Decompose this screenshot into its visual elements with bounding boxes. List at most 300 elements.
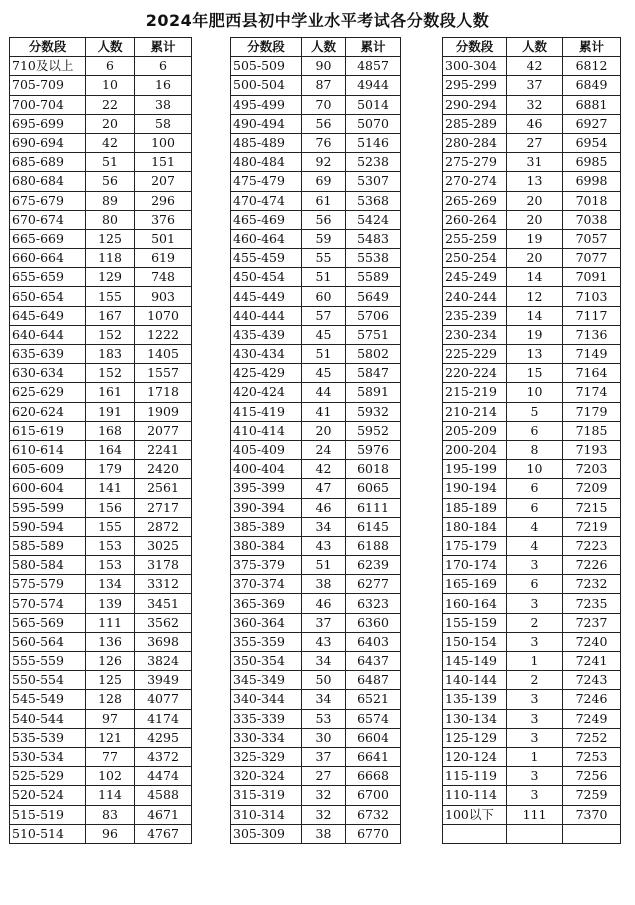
score-range-cell: 175-179 bbox=[443, 536, 507, 555]
cumulative-cell: 207 bbox=[135, 172, 192, 191]
cumulative-cell: 6403 bbox=[346, 632, 401, 651]
count-cell: 77 bbox=[86, 747, 135, 766]
table-row bbox=[10, 613, 192, 632]
table-row bbox=[10, 498, 192, 517]
table-row bbox=[443, 153, 621, 172]
score-range-cell: 115-119 bbox=[443, 767, 507, 786]
score-range-cell: 475-479 bbox=[231, 172, 302, 191]
cumulative-cell: 3312 bbox=[135, 575, 192, 594]
table-row bbox=[443, 172, 621, 191]
cumulative-cell: 7226 bbox=[563, 556, 621, 575]
cumulative-cell: 3451 bbox=[135, 594, 192, 613]
score-range-cell bbox=[443, 824, 507, 843]
score-range-cell: 640-644 bbox=[10, 325, 86, 344]
table-row bbox=[231, 229, 401, 248]
score-range-cell: 520-524 bbox=[10, 786, 86, 805]
count-cell: 34 bbox=[302, 690, 346, 709]
count-cell: 121 bbox=[86, 728, 135, 747]
cumulative-cell: 7149 bbox=[563, 345, 621, 364]
score-range-cell: 280-284 bbox=[443, 133, 507, 152]
cumulative-cell: 6881 bbox=[563, 95, 621, 114]
count-cell bbox=[507, 824, 563, 843]
count-cell: 44 bbox=[302, 383, 346, 402]
count-cell: 83 bbox=[86, 805, 135, 824]
count-cell: 60 bbox=[302, 287, 346, 306]
table-row bbox=[443, 268, 621, 287]
table-row bbox=[231, 191, 401, 210]
table-row bbox=[443, 575, 621, 594]
score-range-cell: 235-239 bbox=[443, 306, 507, 325]
table-row bbox=[443, 287, 621, 306]
cumulative-cell: 6277 bbox=[346, 575, 401, 594]
count-cell: 161 bbox=[86, 383, 135, 402]
cumulative-cell: 6521 bbox=[346, 690, 401, 709]
count-cell: 42 bbox=[86, 133, 135, 152]
count-cell: 37 bbox=[302, 613, 346, 632]
cumulative-cell: 6732 bbox=[346, 805, 401, 824]
score-range-cell: 605-609 bbox=[10, 460, 86, 479]
count-cell: 42 bbox=[507, 57, 563, 76]
cumulative-cell: 4671 bbox=[135, 805, 192, 824]
count-cell: 59 bbox=[302, 229, 346, 248]
cumulative-cell: 7164 bbox=[563, 364, 621, 383]
score-range-cell: 710及以上 bbox=[10, 57, 86, 76]
table-row bbox=[443, 805, 621, 824]
count-cell: 125 bbox=[86, 229, 135, 248]
count-cell: 76 bbox=[302, 133, 346, 152]
count-cell: 5 bbox=[507, 402, 563, 421]
table-row bbox=[443, 133, 621, 152]
table-row bbox=[443, 345, 621, 364]
cumulative-cell: 3025 bbox=[135, 536, 192, 555]
score-range-cell: 240-244 bbox=[443, 287, 507, 306]
cumulative-cell: 7241 bbox=[563, 652, 621, 671]
table-row bbox=[231, 268, 401, 287]
count-cell: 27 bbox=[507, 133, 563, 152]
count-cell: 153 bbox=[86, 556, 135, 575]
score-range-cell: 140-144 bbox=[443, 671, 507, 690]
cumulative-cell: 7077 bbox=[563, 249, 621, 268]
cumulative-cell: 38 bbox=[135, 95, 192, 114]
table-row bbox=[443, 690, 621, 709]
score-range-cell: 485-489 bbox=[231, 133, 302, 152]
count-cell: 164 bbox=[86, 440, 135, 459]
cumulative-cell: 6111 bbox=[346, 498, 401, 517]
count-cell: 2 bbox=[507, 613, 563, 632]
score-range-cell: 120-124 bbox=[443, 747, 507, 766]
table-row bbox=[10, 786, 192, 805]
score-range-cell: 500-504 bbox=[231, 76, 302, 95]
score-range-cell: 555-559 bbox=[10, 652, 86, 671]
score-range-cell: 320-324 bbox=[231, 767, 302, 786]
cumulative-cell: 7240 bbox=[563, 632, 621, 651]
count-cell: 90 bbox=[302, 57, 346, 76]
score-range-cell: 390-394 bbox=[231, 498, 302, 517]
table-row bbox=[10, 383, 192, 402]
table-row bbox=[231, 556, 401, 575]
table-row bbox=[10, 287, 192, 306]
count-cell: 2 bbox=[507, 671, 563, 690]
table-row bbox=[443, 76, 621, 95]
cumulative-cell: 7203 bbox=[563, 460, 621, 479]
score-range-cell: 600-604 bbox=[10, 479, 86, 498]
cumulative-cell: 7193 bbox=[563, 440, 621, 459]
count-cell: 61 bbox=[302, 191, 346, 210]
table-row bbox=[10, 824, 192, 843]
table-row bbox=[10, 402, 192, 421]
cumulative-cell: 7209 bbox=[563, 479, 621, 498]
score-range-cell: 155-159 bbox=[443, 613, 507, 632]
table-row bbox=[231, 172, 401, 191]
score-range-cell: 110-114 bbox=[443, 786, 507, 805]
cumulative-cell: 7103 bbox=[563, 287, 621, 306]
cumulative-cell: 58 bbox=[135, 114, 192, 133]
count-cell: 46 bbox=[302, 498, 346, 517]
score-range-cell: 215-219 bbox=[443, 383, 507, 402]
cumulative-cell: 6700 bbox=[346, 786, 401, 805]
count-cell: 15 bbox=[507, 364, 563, 383]
table-row bbox=[231, 671, 401, 690]
cumulative-cell: 6360 bbox=[346, 613, 401, 632]
score-range-cell: 285-289 bbox=[443, 114, 507, 133]
table-row bbox=[231, 709, 401, 728]
score-range-cell: 660-664 bbox=[10, 249, 86, 268]
cumulative-cell: 7219 bbox=[563, 517, 621, 536]
score-range-cell: 145-149 bbox=[443, 652, 507, 671]
cumulative-cell: 5146 bbox=[346, 133, 401, 152]
table-row bbox=[231, 767, 401, 786]
count-cell: 3 bbox=[507, 728, 563, 747]
table-row bbox=[443, 402, 621, 421]
table-row bbox=[231, 479, 401, 498]
cumulative-cell: 5649 bbox=[346, 287, 401, 306]
score-range-cell: 230-234 bbox=[443, 325, 507, 344]
cumulative-cell: 2077 bbox=[135, 421, 192, 440]
count-cell: 34 bbox=[302, 517, 346, 536]
table-row bbox=[443, 114, 621, 133]
table-row bbox=[10, 191, 192, 210]
count-cell: 51 bbox=[302, 556, 346, 575]
cumulative-cell: 619 bbox=[135, 249, 192, 268]
cumulative-cell: 3824 bbox=[135, 652, 192, 671]
header-count: 人数 bbox=[86, 38, 135, 57]
cumulative-cell: 6668 bbox=[346, 767, 401, 786]
count-cell: 13 bbox=[507, 172, 563, 191]
count-cell: 118 bbox=[86, 249, 135, 268]
table-row bbox=[231, 460, 401, 479]
table-row bbox=[231, 536, 401, 555]
table-row bbox=[443, 517, 621, 536]
count-cell: 32 bbox=[507, 95, 563, 114]
cumulative-cell: 7370 bbox=[563, 805, 621, 824]
score-range-cell: 650-654 bbox=[10, 287, 86, 306]
cumulative-cell: 7237 bbox=[563, 613, 621, 632]
count-cell: 37 bbox=[507, 76, 563, 95]
cumulative-cell: 7174 bbox=[563, 383, 621, 402]
table-row bbox=[231, 364, 401, 383]
count-cell: 45 bbox=[302, 364, 346, 383]
table-row bbox=[10, 440, 192, 459]
score-range-cell: 310-314 bbox=[231, 805, 302, 824]
header-count: 人数 bbox=[302, 38, 346, 57]
cumulative-cell: 7259 bbox=[563, 786, 621, 805]
count-cell: 12 bbox=[507, 287, 563, 306]
count-cell: 3 bbox=[507, 556, 563, 575]
score-range-cell: 490-494 bbox=[231, 114, 302, 133]
cumulative-cell: 5891 bbox=[346, 383, 401, 402]
table-row bbox=[443, 440, 621, 459]
table-row bbox=[10, 728, 192, 747]
table-row bbox=[10, 671, 192, 690]
score-range-cell: 700-704 bbox=[10, 95, 86, 114]
count-cell: 10 bbox=[507, 460, 563, 479]
count-cell: 53 bbox=[302, 709, 346, 728]
count-cell: 43 bbox=[302, 536, 346, 555]
cumulative-cell: 6 bbox=[135, 57, 192, 76]
count-cell: 6 bbox=[507, 575, 563, 594]
cumulative-cell: 6188 bbox=[346, 536, 401, 555]
score-range-cell: 370-374 bbox=[231, 575, 302, 594]
score-range-cell: 515-519 bbox=[10, 805, 86, 824]
score-range-cell: 180-184 bbox=[443, 517, 507, 536]
score-range-cell: 295-299 bbox=[443, 76, 507, 95]
table-row bbox=[443, 556, 621, 575]
cumulative-cell: 1909 bbox=[135, 402, 192, 421]
table-row bbox=[231, 95, 401, 114]
score-range-cell: 335-339 bbox=[231, 709, 302, 728]
table-row bbox=[231, 575, 401, 594]
score-range-cell: 245-249 bbox=[443, 268, 507, 287]
page-title: 2024年肥西县初中学业水平考试各分数段人数 bbox=[145, 11, 490, 30]
count-cell: 152 bbox=[86, 364, 135, 383]
table-row bbox=[443, 498, 621, 517]
score-range-cell: 570-574 bbox=[10, 594, 86, 613]
table-row bbox=[443, 364, 621, 383]
table-row bbox=[443, 613, 621, 632]
cumulative-cell: 7179 bbox=[563, 402, 621, 421]
score-range-cell: 625-629 bbox=[10, 383, 86, 402]
cumulative-cell: 6145 bbox=[346, 517, 401, 536]
cumulative-cell: 6437 bbox=[346, 652, 401, 671]
count-cell: 56 bbox=[86, 172, 135, 191]
header-score-range: 分数段 bbox=[443, 38, 507, 57]
count-cell: 57 bbox=[302, 306, 346, 325]
cumulative-cell bbox=[563, 824, 621, 843]
cumulative-cell: 2241 bbox=[135, 440, 192, 459]
score-range-cell: 195-199 bbox=[443, 460, 507, 479]
cumulative-cell: 7057 bbox=[563, 229, 621, 248]
count-cell: 4 bbox=[507, 536, 563, 555]
table-row bbox=[231, 747, 401, 766]
cumulative-cell: 6323 bbox=[346, 594, 401, 613]
score-range-cell: 675-679 bbox=[10, 191, 86, 210]
table-row bbox=[10, 153, 192, 172]
count-cell: 4 bbox=[507, 517, 563, 536]
score-range-cell: 695-699 bbox=[10, 114, 86, 133]
cumulative-cell: 4474 bbox=[135, 767, 192, 786]
table-row bbox=[10, 95, 192, 114]
score-range-cell: 225-229 bbox=[443, 345, 507, 364]
header-row bbox=[10, 38, 192, 57]
count-cell: 191 bbox=[86, 402, 135, 421]
table-row bbox=[231, 824, 401, 843]
cumulative-cell: 6018 bbox=[346, 460, 401, 479]
score-range-cell: 450-454 bbox=[231, 268, 302, 287]
table-row bbox=[443, 632, 621, 651]
table-row bbox=[10, 133, 192, 152]
count-cell: 156 bbox=[86, 498, 135, 517]
count-cell: 96 bbox=[86, 824, 135, 843]
count-cell: 37 bbox=[302, 747, 346, 766]
count-cell: 69 bbox=[302, 172, 346, 191]
score-range-cell: 220-224 bbox=[443, 364, 507, 383]
cumulative-cell: 7235 bbox=[563, 594, 621, 613]
score-range-cell: 265-269 bbox=[443, 191, 507, 210]
cumulative-cell: 7253 bbox=[563, 747, 621, 766]
count-cell: 111 bbox=[507, 805, 563, 824]
cumulative-cell: 4857 bbox=[346, 57, 401, 76]
score-range-cell: 680-684 bbox=[10, 172, 86, 191]
cumulative-cell: 7223 bbox=[563, 536, 621, 555]
score-range-cell: 670-674 bbox=[10, 210, 86, 229]
count-cell: 153 bbox=[86, 536, 135, 555]
cumulative-cell: 6065 bbox=[346, 479, 401, 498]
count-cell: 34 bbox=[302, 652, 346, 671]
score-range-cell: 635-639 bbox=[10, 345, 86, 364]
count-cell: 3 bbox=[507, 632, 563, 651]
score-range-cell: 545-549 bbox=[10, 690, 86, 709]
score-range-cell: 705-709 bbox=[10, 76, 86, 95]
count-cell: 141 bbox=[86, 479, 135, 498]
table-row bbox=[231, 210, 401, 229]
cumulative-cell: 7249 bbox=[563, 709, 621, 728]
count-cell: 152 bbox=[86, 325, 135, 344]
table-row bbox=[10, 114, 192, 133]
table-row bbox=[231, 325, 401, 344]
count-cell: 139 bbox=[86, 594, 135, 613]
cumulative-cell: 151 bbox=[135, 153, 192, 172]
score-range-cell: 585-589 bbox=[10, 536, 86, 555]
cumulative-cell: 4767 bbox=[135, 824, 192, 843]
cumulative-cell: 2420 bbox=[135, 460, 192, 479]
cumulative-cell: 3562 bbox=[135, 613, 192, 632]
cumulative-cell: 7117 bbox=[563, 306, 621, 325]
count-cell: 70 bbox=[302, 95, 346, 114]
header-count: 人数 bbox=[507, 38, 563, 57]
table-row bbox=[231, 517, 401, 536]
count-cell: 125 bbox=[86, 671, 135, 690]
cumulative-cell: 5751 bbox=[346, 325, 401, 344]
count-cell: 31 bbox=[507, 153, 563, 172]
cumulative-cell: 5070 bbox=[346, 114, 401, 133]
score-range-cell: 135-139 bbox=[443, 690, 507, 709]
score-range-cell: 380-384 bbox=[231, 536, 302, 555]
count-cell: 6 bbox=[507, 498, 563, 517]
count-cell: 46 bbox=[302, 594, 346, 613]
table-row bbox=[443, 95, 621, 114]
table-row bbox=[10, 594, 192, 613]
cumulative-cell: 4588 bbox=[135, 786, 192, 805]
score-range-cell: 460-464 bbox=[231, 229, 302, 248]
score-range-cell: 350-354 bbox=[231, 652, 302, 671]
score-range-cell: 445-449 bbox=[231, 287, 302, 306]
count-cell: 51 bbox=[302, 268, 346, 287]
table-row bbox=[10, 76, 192, 95]
table-row bbox=[443, 229, 621, 248]
score-range-cell: 360-364 bbox=[231, 613, 302, 632]
score-range-cell: 435-439 bbox=[231, 325, 302, 344]
score-range-cell: 210-214 bbox=[443, 402, 507, 421]
cumulative-cell: 1222 bbox=[135, 325, 192, 344]
count-cell: 14 bbox=[507, 268, 563, 287]
table-row bbox=[443, 536, 621, 555]
header-score-range: 分数段 bbox=[10, 38, 86, 57]
table-row bbox=[10, 747, 192, 766]
table-row bbox=[231, 805, 401, 824]
table-row bbox=[443, 479, 621, 498]
table-row bbox=[443, 249, 621, 268]
cumulative-cell: 7038 bbox=[563, 210, 621, 229]
count-cell: 47 bbox=[302, 479, 346, 498]
table-row bbox=[10, 632, 192, 651]
table-row bbox=[443, 57, 621, 76]
cumulative-cell: 5952 bbox=[346, 421, 401, 440]
score-range-cell: 615-619 bbox=[10, 421, 86, 440]
table-row bbox=[10, 306, 192, 325]
cumulative-cell: 6849 bbox=[563, 76, 621, 95]
count-cell: 30 bbox=[302, 728, 346, 747]
score-range-cell: 530-534 bbox=[10, 747, 86, 766]
cumulative-cell: 5706 bbox=[346, 306, 401, 325]
table-row bbox=[231, 613, 401, 632]
count-cell: 1 bbox=[507, 747, 563, 766]
count-cell: 50 bbox=[302, 671, 346, 690]
score-range-cell: 595-599 bbox=[10, 498, 86, 517]
cumulative-cell: 1557 bbox=[135, 364, 192, 383]
count-cell: 167 bbox=[86, 306, 135, 325]
table-row bbox=[10, 57, 192, 76]
score-range-cell: 560-564 bbox=[10, 632, 86, 651]
header-cumulative: 累计 bbox=[563, 38, 621, 57]
score-range-cell: 540-544 bbox=[10, 709, 86, 728]
table-row bbox=[231, 153, 401, 172]
table-row bbox=[10, 805, 192, 824]
table-row bbox=[10, 479, 192, 498]
count-cell: 42 bbox=[302, 460, 346, 479]
score-range-cell: 505-509 bbox=[231, 57, 302, 76]
count-cell: 55 bbox=[302, 249, 346, 268]
score-range-cell: 525-529 bbox=[10, 767, 86, 786]
count-cell: 3 bbox=[507, 767, 563, 786]
table-row bbox=[443, 786, 621, 805]
table-row bbox=[443, 306, 621, 325]
table-row bbox=[10, 345, 192, 364]
table-row bbox=[10, 575, 192, 594]
cumulative-cell: 6487 bbox=[346, 671, 401, 690]
table-row bbox=[231, 249, 401, 268]
score-range-cell: 535-539 bbox=[10, 728, 86, 747]
score-table-3 bbox=[442, 37, 621, 844]
table-row bbox=[10, 249, 192, 268]
table-row bbox=[231, 133, 401, 152]
score-range-cell: 465-469 bbox=[231, 210, 302, 229]
table-row bbox=[231, 498, 401, 517]
table-row bbox=[443, 728, 621, 747]
score-range-cell: 690-694 bbox=[10, 133, 86, 152]
score-range-cell: 205-209 bbox=[443, 421, 507, 440]
score-range-cell: 400-404 bbox=[231, 460, 302, 479]
cumulative-cell: 1718 bbox=[135, 383, 192, 402]
